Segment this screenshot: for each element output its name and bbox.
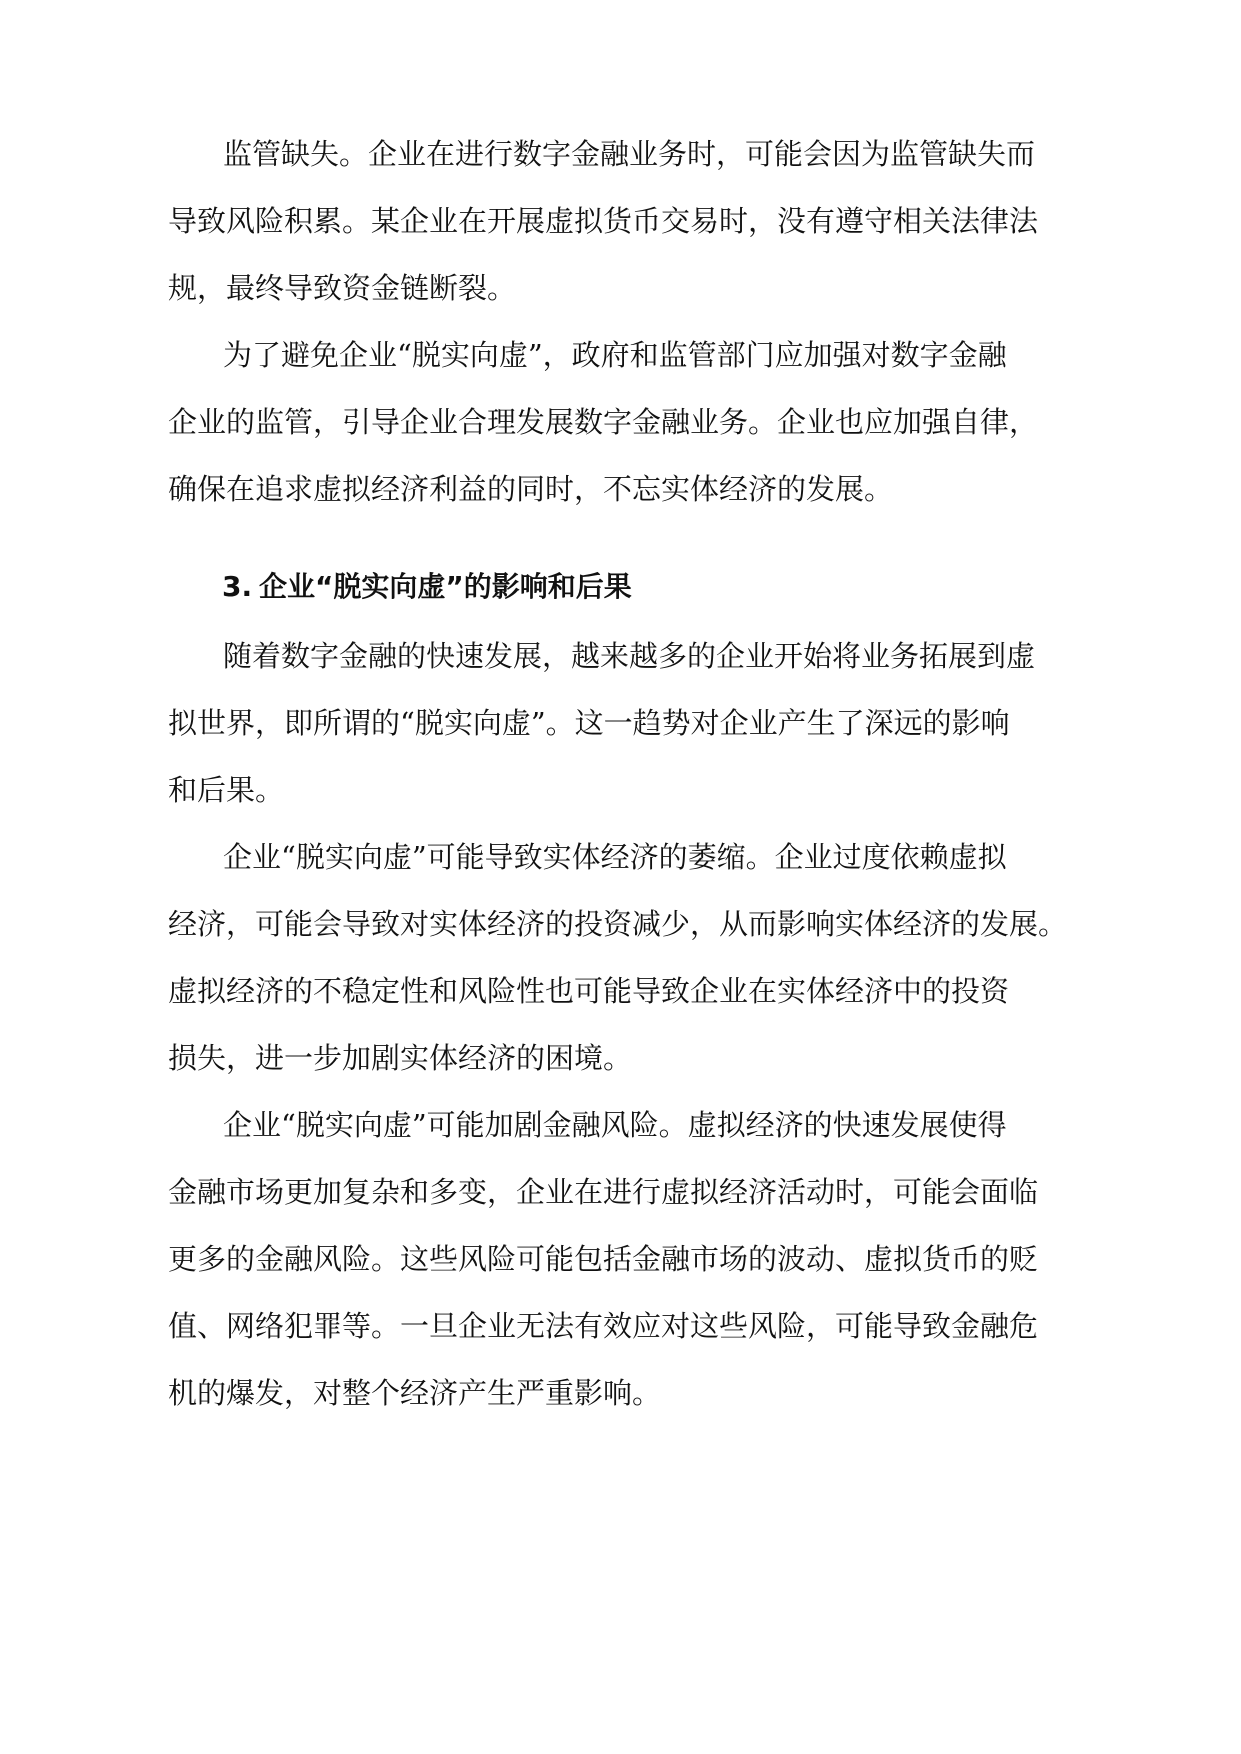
paragraph-5-line-2-text: 金融市场更加复杂和多变，企业在进行虚拟经济活动时，可能会面临 <box>168 1175 1039 1209</box>
paragraph-4-line-2-text: 经济，可能会导致对实体经济的投资减少，从而影响实体经济的发展。 <box>168 907 1068 941</box>
paragraph-1-line <box>0 132 1241 176</box>
paragraph-5-line <box>0 1371 1241 1415</box>
paragraph-2-line-3-text: 确保在追求虚拟经济利益的同时，不忘实体经济的发展。 <box>168 472 894 506</box>
paragraph-4-line <box>0 1036 1241 1080</box>
section-heading-title: 企业“脱实向虚”的影响和后果 <box>259 570 632 603</box>
section-heading-number: 3. <box>222 570 253 603</box>
paragraph-1-line-2-text: 导致风险积累。某企业在开展虚拟货币交易时，没有遵守相关法律法 <box>168 204 1039 238</box>
paragraph-2-line-2-text: 企业的监管，引导企业合理发展数字金融业务。企业也应加强自律， <box>168 405 1039 439</box>
paragraph-5-line <box>0 1170 1241 1214</box>
paragraph-2-line-1-text: 为了避免企业“脱实向虚”，政府和监管部门应加强对数字金融 <box>223 338 1007 372</box>
paragraph-5-line <box>0 1237 1241 1281</box>
paragraph-3-line <box>0 701 1241 745</box>
paragraph-5-line-3-text: 更多的金融风险。这些风险可能包括金融市场的波动、虚拟货币的贬 <box>168 1242 1039 1276</box>
paragraph-2-line <box>0 467 1241 511</box>
section-heading <box>0 565 1241 609</box>
paragraph-5-line-5-text: 机的爆发，对整个经济产生严重影响。 <box>168 1376 662 1410</box>
paragraph-4-line <box>0 835 1241 879</box>
paragraph-5-line <box>0 1304 1241 1348</box>
paragraph-2-line <box>0 333 1241 377</box>
paragraph-5-line-4-text: 值、网络犯罪等。一旦企业无法有效应对这些风险，可能导致金融危 <box>168 1309 1039 1343</box>
paragraph-4-line-3-text: 虚拟经济的不稳定性和风险性也可能导致企业在实体经济中的投资 <box>168 974 1010 1008</box>
paragraph-3-line-1-text: 随着数字金融的快速发展，越来越多的企业开始将业务拓展到虚 <box>223 639 1036 673</box>
paragraph-4-line <box>0 969 1241 1013</box>
paragraph-3-line-3-text: 和后果。 <box>168 773 285 807</box>
paragraph-5-line <box>0 1103 1241 1147</box>
paragraph-4-line-4-text: 损失，进一步加剧实体经济的困境。 <box>168 1041 633 1075</box>
paragraph-1-line <box>0 266 1241 310</box>
paragraph-1-line-1-text: 监管缺失。企业在进行数字金融业务时，可能会因为监管缺失而 <box>223 137 1036 171</box>
paragraph-5-line-1-text: 企业“脱实向虚”可能加剧金融风险。虚拟经济的快速发展使得 <box>223 1108 1007 1142</box>
paragraph-3-line-2-text: 拟世界，即所谓的“脱实向虚”。这一趋势对企业产生了深远的影响 <box>168 706 1010 740</box>
paragraph-2-line <box>0 400 1241 444</box>
paragraph-4-line <box>0 902 1241 946</box>
paragraph-1-line <box>0 199 1241 243</box>
paragraph-1-line-3-text: 规，最终导致资金链断裂。 <box>168 271 517 305</box>
paragraph-3-line <box>0 634 1241 678</box>
paragraph-4-line-1-text: 企业“脱实向虚”可能导致实体经济的萎缩。企业过度依赖虚拟 <box>223 840 1007 874</box>
paragraph-3-line <box>0 768 1241 812</box>
